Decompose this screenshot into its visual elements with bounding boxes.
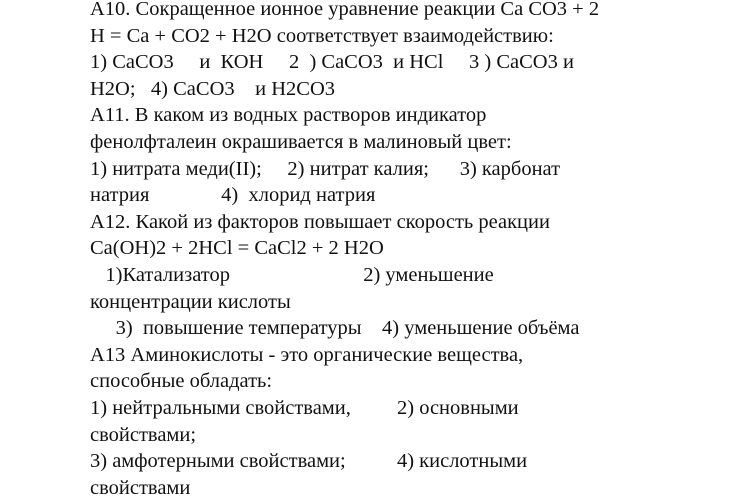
question-a11-options-line-2: натрия 4) хлорид натрия bbox=[90, 184, 376, 207]
question-a13-options-line-1: 1) нейтральными свойствами, 2) основными bbox=[90, 396, 519, 419]
question-a10-options-line-2: Н2О; 4) СаСО3 и Н2СО3 bbox=[90, 77, 336, 100]
question-a10-options-line-1: 1) СаСО3 и КОН 2 ) СаСО3 и HCl 3 ) СаСО3 и bbox=[90, 51, 574, 74]
document-text bbox=[90, 0, 740, 501]
question-a12-line-2: Са(ОН)2 + 2HCl = CaCl2 + 2 H2O bbox=[90, 237, 384, 260]
question-a12-options-line-2: концентрации кислоты bbox=[90, 290, 291, 313]
question-a12-line-1: А12. Какой из факторов повышает скорость реакции bbox=[90, 210, 550, 233]
question-a10-line-2: Н = Са + СО2 + Н2О соответствует взаимодействию: bbox=[90, 24, 554, 47]
question-a10-line-1: А10. Сокращенное ионное уравнение реакции Са СО3 + 2 bbox=[90, 0, 600, 20]
question-a13-options-line-2: свойствами; bbox=[90, 423, 197, 446]
question-a11-line-2: фенолфталеин окрашивается в малиновый цвет: bbox=[90, 130, 512, 153]
question-a13-options-line-3: 3) амфотерными свойствами; 4) кислотными bbox=[90, 450, 528, 473]
question-a12-options-line-1: 1)Катализатор 2) уменьшение bbox=[90, 263, 494, 286]
question-a13-options-line-4: свойствами bbox=[90, 476, 191, 499]
question-a11-options-line-1: 1) нитрата меди(II); 2) нитрат калия; 3) карбонат bbox=[90, 157, 561, 180]
question-a13-line-1: А13 Аминокислоты - это органические вещества, bbox=[90, 343, 524, 366]
question-a12-options-line-3: 3) повышение температуры 4) уменьшение объёма bbox=[90, 317, 580, 340]
question-a13-line-2: способные обладать: bbox=[90, 370, 273, 393]
question-a11-line-1: А11. В каком из водных растворов индикатор bbox=[90, 104, 487, 127]
